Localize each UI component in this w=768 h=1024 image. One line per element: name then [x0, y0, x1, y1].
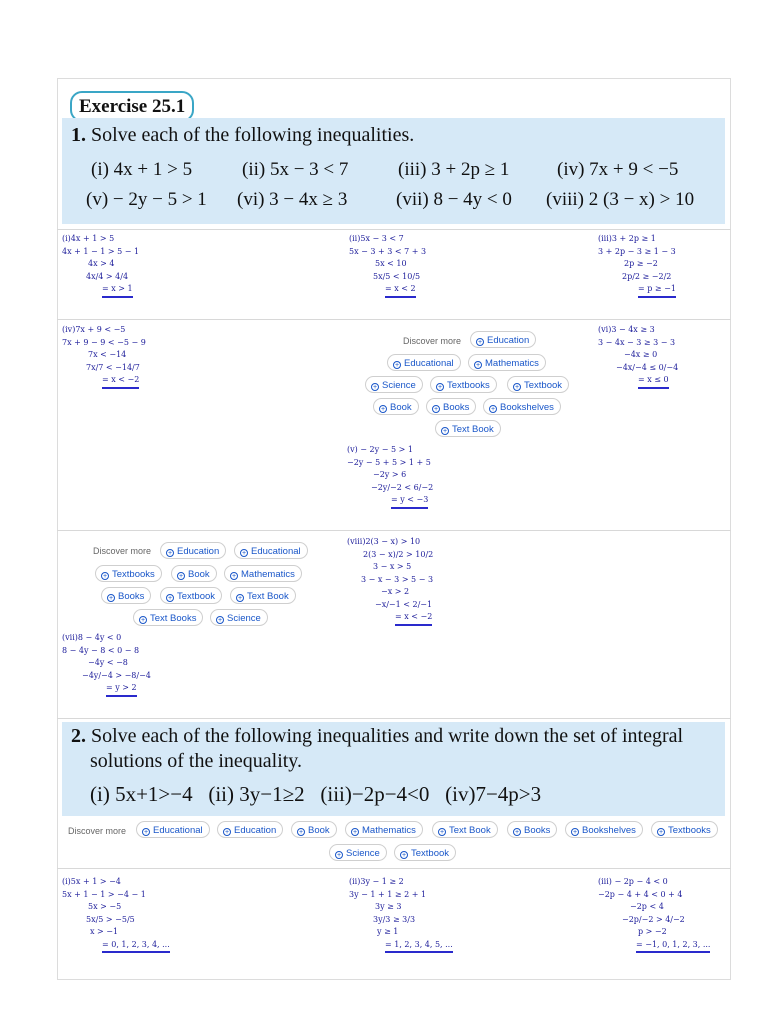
solution-line: −x/−1 < 2/−1: [375, 599, 433, 609]
solution-line: (i)5x + 1 > −4: [62, 877, 121, 886]
q1-item-iv: (iv) 7x + 9 < −5: [557, 159, 679, 180]
plus-circle-icon: +: [102, 573, 108, 580]
chip-label: Bookshelves: [500, 402, 554, 413]
discover-more-label: Discover more: [93, 546, 152, 556]
solution-line: −2y > 6: [373, 470, 407, 479]
question-1-text: [71, 124, 414, 147]
plus-circle-icon: +: [140, 617, 146, 624]
divider: [57, 868, 731, 869]
solution-line: −2y − 5 + 5 > 1 + 5: [347, 457, 431, 467]
solution-line: (ii)3y − 1 ≥ 2: [349, 877, 404, 886]
chip-label: Text Book: [452, 424, 494, 435]
solution-line: 3y/3 ≥ 3/3: [373, 914, 416, 924]
question-2-text-line2: solutions of the inequality.: [90, 750, 303, 772]
solution-q2-i: [62, 876, 170, 953]
plus-circle-icon: +: [437, 384, 443, 391]
solution-answer: = 0, 1, 2, 3, 4, ...: [102, 939, 170, 954]
divider: [57, 718, 731, 719]
chip-label: Books: [443, 402, 470, 413]
chip-books[interactable]: [507, 821, 557, 838]
solution-line: −4x/−4 ≤ 0/−4: [616, 362, 679, 372]
q1-item-iii: (iii) 3 + 2p ≥ 1: [398, 159, 510, 180]
chip-textbook[interactable]: [160, 587, 222, 604]
solution-q1-vi: [598, 324, 678, 389]
chip-science[interactable]: [329, 844, 387, 861]
solution-q1-i: [62, 233, 139, 298]
solution-answer: = y < −3: [391, 494, 428, 509]
solution-line: (vi)3 − 4x ≥ 3: [598, 325, 655, 334]
chip-mathematics[interactable]: [345, 821, 423, 838]
chip-label: Education: [487, 335, 530, 346]
solution-line: (viii)2(3 − x) > 10: [347, 537, 421, 546]
plus-circle-icon: +: [167, 595, 173, 602]
chip-science[interactable]: [210, 609, 268, 626]
q1-item-ii: (ii) 5x − 3 < 7: [242, 159, 349, 180]
q1-item-vii: (vii) 8 − 4y < 0: [396, 189, 512, 210]
chip-book[interactable]: [291, 821, 337, 838]
chip-label: Book: [188, 569, 210, 580]
solution-answer: = x < −2: [102, 374, 139, 389]
chip-label: Textbook: [411, 848, 450, 859]
plus-circle-icon: +: [401, 852, 407, 859]
question-2-prompt: Solve each of the following inequalities and write down the set of integral: [91, 725, 684, 747]
solution-line: 8 − 4y − 8 < 0 − 8: [62, 645, 140, 655]
chip-label: Science: [382, 380, 416, 391]
chip-label: Books: [524, 825, 551, 836]
solution-answer: = x < −2: [395, 611, 432, 626]
plus-circle-icon: +: [143, 829, 149, 836]
solution-line: 3 − 4x − 3 ≥ 3 − 3: [598, 337, 676, 347]
plus-circle-icon: +: [167, 550, 173, 557]
chip-textbook[interactable]: [394, 844, 456, 861]
solution-q2-ii: [349, 876, 453, 953]
chip-label: Education: [234, 825, 277, 836]
plus-circle-icon: +: [336, 852, 342, 859]
q1-item-vi: (vi) 3 − 4x ≥ 3: [237, 189, 348, 210]
solution-line: −4y < −8: [88, 658, 128, 667]
question-1-prompt: Solve each of the following inequalities.: [91, 124, 415, 146]
solution-line: 7x + 9 − 9 < −5 − 9: [62, 337, 146, 347]
solution-line: 3y − 1 + 1 ≥ 2 + 1: [349, 889, 427, 899]
chip-textbooks[interactable]: [430, 376, 497, 393]
chip-label: Text Book: [449, 825, 491, 836]
question-2-number: 2.: [71, 725, 86, 747]
solution-line: −4x ≥ 0: [624, 350, 658, 359]
solution-answer: = y > 2: [106, 682, 137, 697]
plus-circle-icon: +: [572, 829, 578, 836]
solution-line: 4x > 4: [88, 259, 115, 268]
chip-textbook[interactable]: [507, 376, 569, 393]
chip-label: Bookshelves: [582, 825, 636, 836]
solution-line: 7x < −14: [88, 350, 127, 359]
solution-line: 2(3 − x)/2 > 10/2: [363, 549, 434, 559]
solution-answer: = x > 1: [102, 283, 133, 298]
q1-item-viii: (viii) 2 (3 − x) > 10: [546, 189, 695, 210]
plus-circle-icon: +: [298, 829, 304, 836]
solution-line: 5x < 10: [375, 259, 407, 268]
solution-line: (iii) − 2p − 4 < 0: [598, 877, 668, 886]
solution-line: −2y/−2 < 6/−2: [371, 482, 434, 492]
chip-label: Science: [227, 613, 261, 624]
chip-label: Mathematics: [485, 358, 539, 369]
chip-label: Mathematics: [241, 569, 295, 580]
chip-label: Textbook: [177, 591, 216, 602]
solution-line: −2p/−2 > 4/−2: [622, 914, 685, 924]
solution-line: (v) − 2y − 5 > 1: [347, 445, 413, 454]
divider: [57, 530, 731, 531]
solution-line: −4y/−4 > −8/−4: [82, 670, 151, 680]
chip-books[interactable]: [101, 587, 151, 604]
chip-label: Text Book: [247, 591, 289, 602]
chip-text-books[interactable]: [133, 609, 203, 626]
solution-line: 4x + 1 − 1 > 5 − 1: [62, 246, 140, 256]
chip-education[interactable]: [470, 331, 536, 348]
chip-textbooks[interactable]: [651, 821, 718, 838]
q1-item-i: (i) 4x + 1 > 5: [91, 159, 193, 180]
chip-label: Textbooks: [112, 569, 155, 580]
chip-education[interactable]: [160, 542, 226, 559]
plus-circle-icon: +: [514, 384, 520, 391]
chip-label: Textbooks: [447, 380, 490, 391]
solution-line: (vii)8 − 4y < 0: [62, 633, 122, 642]
chip-label: Mathematics: [362, 825, 416, 836]
chip-label: Book: [390, 402, 412, 413]
solution-line: (ii)5x − 3 < 7: [349, 234, 404, 243]
plus-circle-icon: +: [237, 595, 243, 602]
plus-circle-icon: +: [372, 384, 378, 391]
solution-line: (i)4x + 1 > 5: [62, 234, 115, 243]
chip-bookshelves[interactable]: [565, 821, 643, 838]
divider: [57, 229, 731, 230]
solution-line: y ≥ 1: [377, 927, 399, 936]
plus-circle-icon: +: [217, 617, 223, 624]
plus-circle-icon: +: [477, 339, 483, 346]
discover-more-label: Discover more: [68, 826, 127, 836]
chip-label: Book: [308, 825, 330, 836]
plus-circle-icon: +: [442, 428, 448, 435]
chip-text-book[interactable]: [230, 587, 296, 604]
chip-mathematics[interactable]: [468, 354, 546, 371]
chip-books[interactable]: [426, 398, 476, 415]
plus-circle-icon: +: [490, 406, 496, 413]
chip-book[interactable]: [171, 565, 217, 582]
chip-label: Textbooks: [668, 825, 711, 836]
chip-label: Text Books: [150, 613, 197, 624]
solution-q1-iv: [62, 324, 146, 389]
solution-line: x > −1: [90, 927, 119, 936]
discover-more-label: Discover more: [403, 336, 462, 346]
question-1-number: 1.: [71, 124, 86, 146]
solution-answer: = x ≤ 0: [638, 374, 669, 389]
solution-answer: = −1, 0, 1, 2, 3, ...: [636, 939, 710, 954]
chip-bookshelves[interactable]: [483, 398, 561, 415]
chip-textbooks[interactable]: [95, 565, 162, 582]
solution-line: 5x > −5: [88, 902, 122, 911]
solution-line: −2p − 4 + 4 < 0 + 4: [598, 889, 683, 899]
solution-line: 2p ≥ −2: [624, 259, 658, 268]
solution-q1-ii: [349, 233, 426, 298]
solution-q2-iii: [598, 876, 710, 953]
chip-educational[interactable]: [387, 354, 461, 371]
solution-line: (iv)7x + 9 < −5: [62, 325, 126, 334]
chip-text-book[interactable]: [432, 821, 498, 838]
q1-item-v: (v) − 2y − 5 > 1: [86, 189, 207, 210]
plus-circle-icon: +: [475, 362, 481, 369]
solution-q1-v: [347, 444, 433, 509]
solution-line: 5x/5 > −5/5: [86, 914, 135, 924]
chip-label: Education: [177, 546, 220, 557]
chip-mathematics[interactable]: [224, 565, 302, 582]
plus-circle-icon: +: [394, 362, 400, 369]
solution-line: 5x + 1 − 1 > −4 − 1: [62, 889, 146, 899]
solution-line: 3 + 2p − 3 ≥ 1 − 3: [598, 246, 676, 256]
plus-circle-icon: +: [241, 550, 247, 557]
solution-line: 3 − x > 5: [373, 562, 412, 571]
chip-label: Educational: [153, 825, 203, 836]
solution-line: 5x/5 < 10/5: [373, 271, 421, 281]
solution-q1-iii: [598, 233, 676, 298]
plus-circle-icon: +: [439, 829, 445, 836]
chip-educational[interactable]: [234, 542, 308, 559]
chip-label: Science: [346, 848, 380, 859]
solution-line: 2p/2 ≥ −2/2: [622, 271, 672, 281]
question-2-text: [71, 725, 683, 748]
solution-answer: = 1, 2, 3, 4, 5, ...: [385, 939, 453, 954]
chip-label: Textbook: [524, 380, 563, 391]
chip-label: Books: [118, 591, 145, 602]
plus-circle-icon: +: [108, 595, 114, 602]
solution-line: 7x/7 < −14/7: [86, 362, 140, 372]
chip-science[interactable]: [365, 376, 423, 393]
chip-label: Educational: [251, 546, 301, 557]
solution-line: 4x/4 > 4/4: [86, 271, 129, 281]
solution-line: 3 − x − 3 > 5 − 3: [361, 574, 434, 584]
solution-line: −2p < 4: [630, 902, 664, 911]
solution-answer: = p ≥ −1: [638, 283, 676, 298]
solution-line: (iii)3 + 2p ≥ 1: [598, 234, 656, 243]
plus-circle-icon: +: [514, 829, 520, 836]
plus-circle-icon: +: [224, 829, 230, 836]
solution-line: 5x − 3 + 3 < 7 + 3: [349, 246, 427, 256]
solution-line: 3y ≥ 3: [375, 902, 402, 911]
divider: [57, 319, 731, 320]
exercise-title: Exercise 25.1: [70, 91, 194, 122]
chip-education[interactable]: [217, 821, 283, 838]
plus-circle-icon: +: [658, 829, 664, 836]
plus-circle-icon: +: [433, 406, 439, 413]
solution-q1-viii: [347, 536, 433, 626]
question-2-items: (i) 5x+1>−4 (ii) 3y−1≥2 (iii)−2p−4<0 (iv)7−4p>3: [90, 782, 542, 806]
plus-circle-icon: +: [352, 829, 358, 836]
solution-q1-vii: [62, 632, 151, 697]
plus-circle-icon: +: [380, 406, 386, 413]
chip-label: Educational: [404, 358, 454, 369]
chip-book[interactable]: [373, 398, 419, 415]
solution-line: p > −2: [638, 927, 667, 936]
plus-circle-icon: +: [178, 573, 184, 580]
plus-circle-icon: +: [231, 573, 237, 580]
chip-educational[interactable]: [136, 821, 210, 838]
solution-answer: = x < 2: [385, 283, 416, 298]
chip-text-book[interactable]: [435, 420, 501, 437]
solution-line: −x > 2: [381, 587, 410, 596]
